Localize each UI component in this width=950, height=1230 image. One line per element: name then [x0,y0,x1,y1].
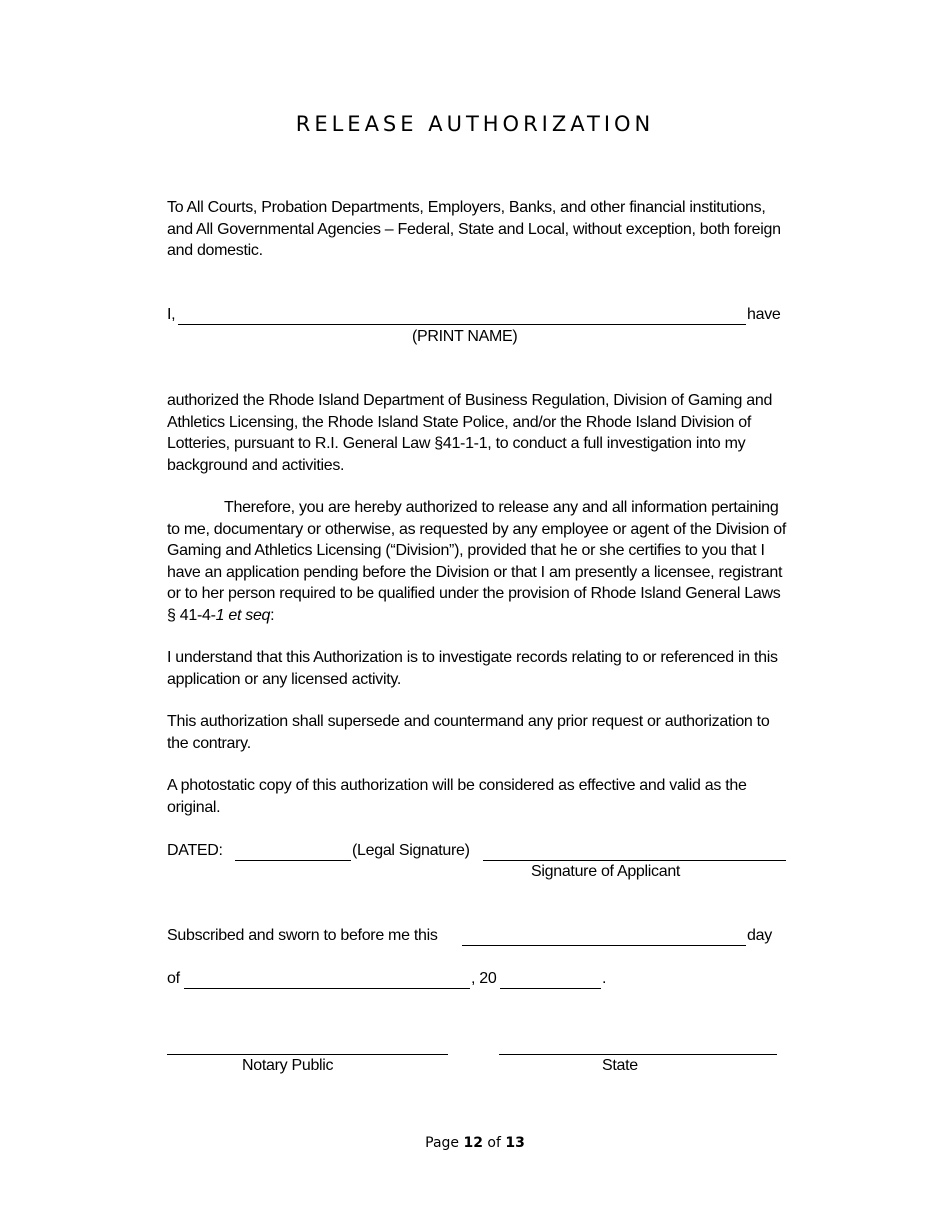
print-name-field[interactable] [178,324,746,325]
address-paragraph: To All Courts, Probation Departments, Employers, Banks, and other financial institutions, and All Governmental Agencies – Federal, State and Local, without exception, both foreign and domestic. [167,199,781,259]
name-prefix: I, [167,306,176,323]
legal-signature-label: (Legal Signature) [352,842,470,859]
understand-paragraph: I understand that this Authorization is to investigate records relating to or referenced in this application or any licensed activity. [167,649,778,688]
page-label: Page [425,1135,460,1151]
state-caption: State [602,1057,638,1074]
total-pages-number: 13 [505,1135,525,1151]
photostatic-paragraph: A photostatic copy of this authorization will be considered as effective and valid as the original. [167,777,747,816]
therefore-text: Therefore, you are hereby authorized to release any and all information pertaining to me, documentary or otherwise, as requested by any employee or agent of the Division of Gaming and Athletics Licensing (“Division”), provided that he or she certifies to you that I have an application pending before the Division or that I am presently a licensee, registrant or to her person required to be qualified under the provision of Rhode Island General Laws § 41-4- [167,499,786,624]
sworn-day-field[interactable] [462,945,746,946]
year-prefix: , 20 [471,970,497,987]
sworn-suffix: day [747,927,772,944]
sworn-prefix: Subscribed and sworn to before me this [167,927,438,944]
notary-caption: Notary Public [242,1057,334,1074]
of-label: of [487,1135,501,1151]
dated-field[interactable] [235,860,351,861]
dated-label: DATED: [167,842,223,859]
therefore-paragraph [167,497,787,626]
applicant-signature-field[interactable] [483,860,786,861]
document-title: RELEASE AUTHORIZATION [295,112,655,136]
page-footer [0,1135,950,1151]
month-field[interactable] [184,988,470,989]
print-name-caption: (PRINT NAME) [412,328,518,345]
et-seq-text: 1 et seq [215,606,271,624]
notary-signature-field[interactable] [167,1054,448,1055]
supersede-paragraph: This authorization shall supersede and countermand any prior request or authorization to the contrary. [167,713,770,752]
signature-caption: Signature of Applicant [531,863,681,880]
year-field[interactable] [500,988,601,989]
state-field[interactable] [499,1054,777,1055]
name-suffix: have [747,306,781,323]
of-prefix: of [167,970,180,987]
of-end: . [602,970,607,987]
authorized-paragraph: authorized the Rhode Island Department of Business Regulation, Division of Gaming and Athletics Licensing, the Rhode Island State Police, and/or the Rhode Island Division of Lotteries, pursuant to R.I. General Law §41-1-1, to conduct a full investigation into my background and activities. [167,392,773,474]
current-page-number: 12 [463,1135,483,1151]
therefore-end: : [270,606,275,624]
